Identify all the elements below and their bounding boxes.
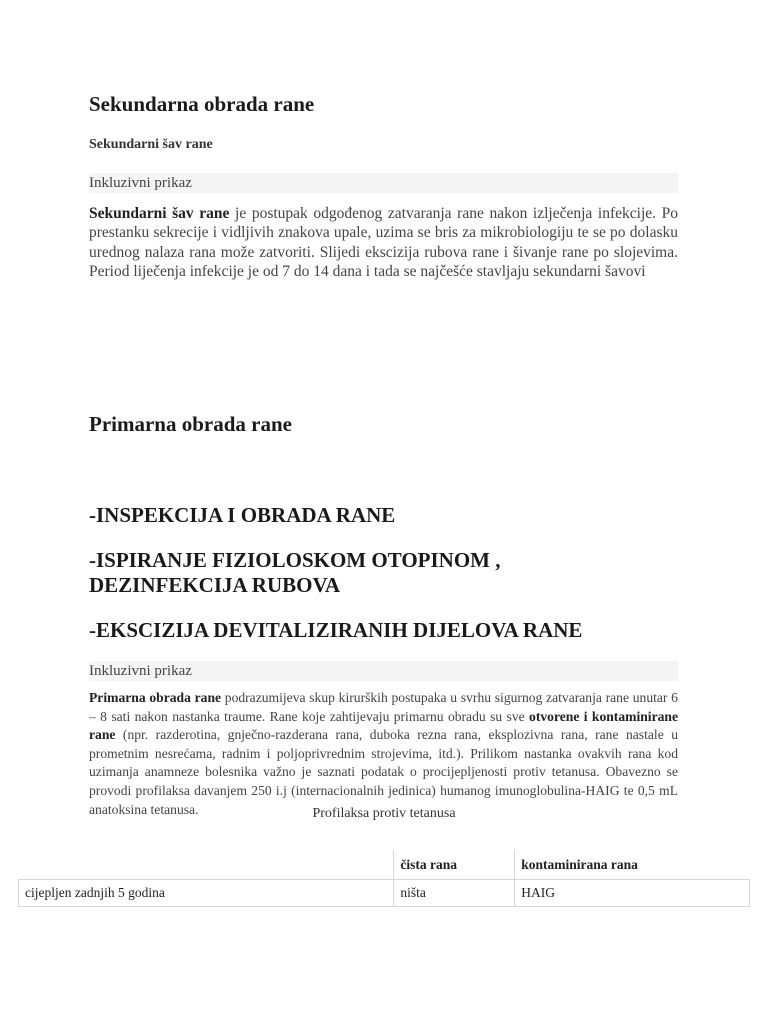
table-header-row — [19, 850, 750, 880]
bullet-item: -EKSCIZIJA DEVITALIZIRANIH DIJELOVA RANE — [89, 618, 583, 642]
section-subtitle: Sekundarni šav rane — [89, 137, 213, 152]
inclusive-view-bar — [89, 661, 678, 681]
term-bold: Primarna obrada rane — [89, 690, 222, 705]
table-header-cell: čista rana — [394, 850, 515, 880]
inclusive-view-bar — [89, 173, 678, 193]
table-cell: cijepljen zadnjih 5 godina — [19, 880, 394, 907]
table-row — [19, 880, 750, 907]
term-bold: Sekundarni šav rane — [89, 205, 230, 222]
bullet-item: -ISPIRANJE FIZIOLOSKOM OTOPINOM , DEZINFEKCIJA RUBOVA — [89, 548, 501, 597]
tetanus-prophylaxis-table — [18, 850, 750, 907]
paragraph-text: (npr. razderotina, gnječno-razderana rana, duboka rezna rana, eksplozivna rana, rane nastale u prometnim nesrećama, radnim i poljoprivrednim strojevima, itd.). Prilikom nastanka ovakvih rana kod uzimanja anamneze bolesnika važno je saznati podatak o procijepljenosti protiv tetanusa. Obavezno se provodi profilaksa davanjem 250 i.j (internacionalnih jedinica) humanog imunoglobulina-HAIG te 0,5 mL anatoksina tetanusa. — [89, 727, 678, 817]
table-caption: Profilaksa protiv tetanusa — [312, 806, 456, 821]
table-cell: HAIG — [515, 880, 750, 907]
table-header-cell — [19, 850, 394, 880]
inclusive-view-label: Inkluzivni prikaz — [89, 663, 192, 679]
inclusive-view-label: Inkluzivni prikaz — [89, 175, 192, 191]
table-header-cell: kontaminirana rana — [515, 850, 750, 880]
primary-treatment-paragraph — [89, 689, 678, 819]
secondary-suture-paragraph — [89, 204, 678, 281]
term-bold: otvorene i kontaminirane rane — [89, 708, 678, 743]
paragraph-text: podrazumijeva skup kirurških postupaka u svrhu sigurnog zatvaranja rane unutar 6 – 8 sati nakon nastanka traume. Rane koje zahtijevaju primarnu obradu su sve — [89, 690, 678, 724]
bullet-item: -INSPEKCIJA I OBRADA RANE — [89, 503, 396, 527]
section-title-sekundarna: Sekundarna obrada rane — [89, 92, 315, 116]
paragraph-text: je postupak odgođenog zatvaranja rane nakon izlječenja infekcije. Po prestanku sekrecije i vidljivih znakova upale, uzima se bris za mikrobiologiju te se po dolasku urednog nalaza rana može zatvoriti. Slijedi ekscizija rubova rane i šivanje rane po slojevima. Period liječenja infekcije je od 7 do 14 dana i tada se najčešće stavljaju sekundarni šavovi — [89, 205, 678, 280]
section-title-primarna: Primarna obrada rane — [89, 412, 292, 436]
table-cell: ništa — [394, 880, 515, 907]
